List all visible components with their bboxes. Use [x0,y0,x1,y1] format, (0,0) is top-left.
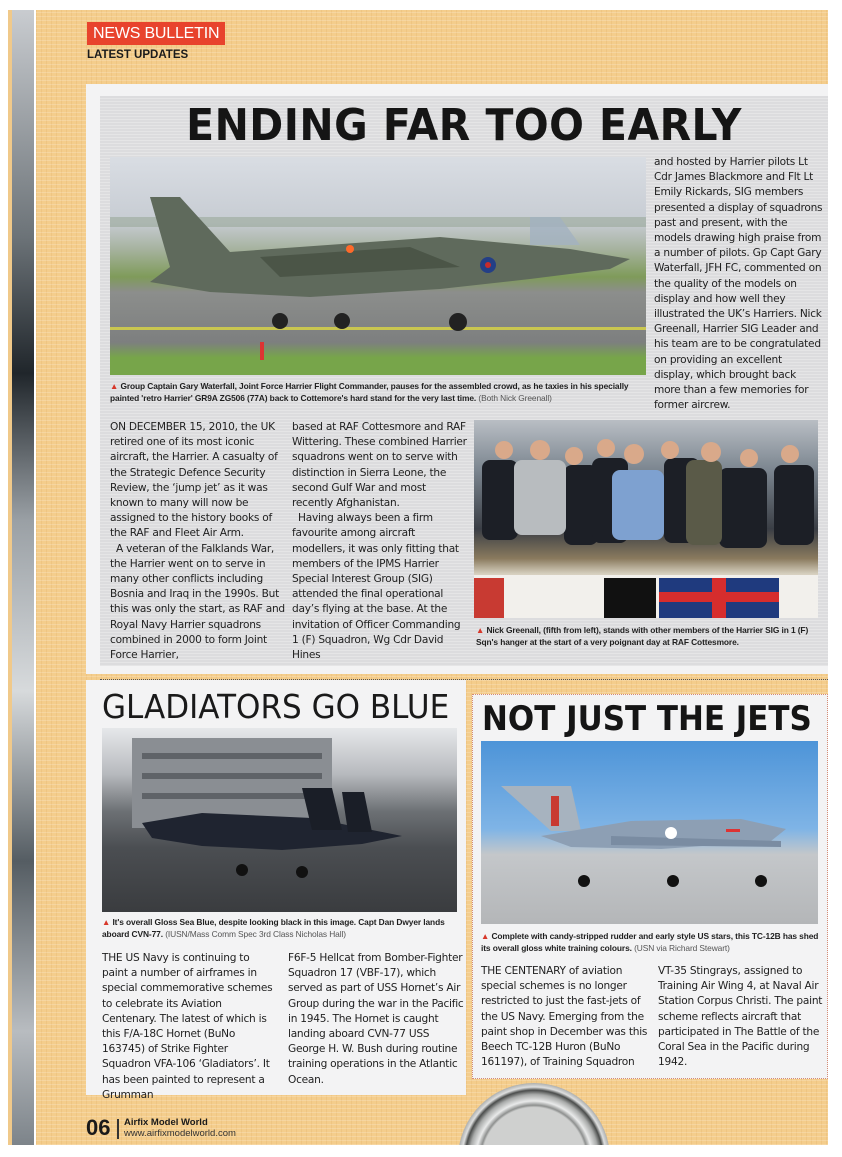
hornet-carrier-photo [102,728,457,912]
story3-column-2: VT-35 Stingrays, assigned to Training Air Wing 4, at Naval Air Station Corpus Christi. The paint scheme reflects aircraft that participated in The Battle of the Coral Sea in the Pacific during 1942. [658,965,823,1069]
caption-triangle-icon: ▲ [102,917,111,927]
footer-divider [117,1119,119,1139]
caption-triangle-icon: ▲ [110,381,119,391]
harrier-photo-caption: ▲ Group Captain Gary Waterfall, Joint Force Harrier Flight Commander, pauses for the assembled crowd, as he taxies in his specially painted 'retro Harrier' GR9A ZG506 (77A) back to Cottemore's hard stand for the very last time. (Both Nick Greenall) [110,381,629,403]
huron-aircraft-icon [481,741,818,924]
hornet-photo-caption: ▲ It's overall Gloss Sea Blue, despite looking black in this image. Capt Dan Dwyer lands aboard CVN-77. (IUSN/Mass Comm Spec 3rd Class Nicholas Hall) [102,917,445,939]
story2-column-2: F6F-5 Hellcat from Bomber-Fighter Squadron 17 (VBF-17), which served as part of USS Hornet’s Air Group during the war in the Pacific in 1945. The Hornet is caught landing aboard CVN-77 USS George H. W. Bush during routine training operations in the Atlantic Ocean. [288,952,464,1086]
huron-photo-caption: ▲ Complete with candy-stripped rudder and early style US stars, this TC-12B has shed its overall gloss white training colours. (USN via Richard Stewart) [481,931,819,953]
headline-ending-far-too-early: ENDING FAR TOO EARLY [186,100,742,151]
photo-credit: (Both Nick Greenall) [478,393,552,403]
story3-column-1: THE CENTENARY of aviation special schemes is no longer restricted to just the fast-jets of the US Navy. Emerging from the paint shop in December was this Beech TC-12B Huron (BuNo 161197), of Training Squadron [481,965,648,1069]
headline-gladiators-go-blue: GLADIATORS GO BLUE [102,687,450,726]
huron-aircraft-photo [481,741,818,924]
section-badge: NEWS BULLETIN [87,22,225,45]
story1-column-2: based at RAF Cottesmore and RAF Wittering. These combined Harrier squadrons went on to serve with distinction in Sierra Leone, the second Gulf War and most recently Afghanistan. Having always been a firm favourite among aircraft modellers, it was only fitting that members of the IPMS Harrier Special Interest Group (SIG) attended the final operational day’s flying at the base. At the invitation of Officer Commanding 1 (F) Squadron, Wg Cdr David Hines [292,421,467,662]
page-bottom-margin [440,1145,640,1157]
magazine-title: Airfix Model World [124,1117,208,1128]
story1-column-3: and hosted by Harrier pilots Lt Cdr James Blackmore and Flt Lt Emily Rickards, SIG members presented a display of squadrons past and present, with the models drawing high praise from a number of pilots. Gp Capt Gary Waterfall, JFH FC, commented on the quality of the models on display and how well they illustrated the UK’s Harriers. Nick Greenall, Harrier SIG Leader and his team are to be congratulated on providing an excellent display, which brought back more than a few memories for former aircrew. [654,156,823,412]
photo-credit: (USN via Richard Stewart) [634,943,730,953]
facing-page-strip [12,10,34,1145]
group-people-icon [474,420,818,618]
magazine-url[interactable]: www.airfixmodelworld.com [124,1128,236,1139]
harrier-sig-group-photo [474,420,818,618]
photo-credit: (IUSN/Mass Comm Spec 3rd Class Nicholas Hall) [165,929,346,939]
sig-photo-caption: ▲ Nick Greenall, (fifth from left), stands with other members of the Harrier SIG in 1 (F) Sqn's hanger at the start of a very poignant day at RAF Cottesmore. [476,625,809,647]
story1-column-1: ON DECEMBER 15, 2010, the UK retired one of its most iconic aircraft, the Harrier. A casualty of the Strategic Defence Security Review, the ‘jump jet’ as it was known to many will now be assigned to the history books of the RAF and Fleet Air Arm. A veteran of the Falklands War, the Harrier went on to serve in many other conflicts including Bosnia and Iraq in the 1990s. But this was only the start, as RAF and Royal Navy Harrier squadrons combined in 2000 to form Joint Force Harrier, [110,421,285,662]
story2-column-1: THE US Navy is continuing to paint a number of airframes in special commemorative schemes to celebrate its Aviation Centenary. The latest of which is this F/A-18C Hornet (BuNo 163745) of Strike Fighter Squadron VFA-106 ‘Gladiators’. It has been painted to represent a Grumman [102,952,273,1101]
caption-triangle-icon: ▲ [481,931,490,941]
subsection-label: LATEST UPDATES [87,49,189,61]
caption-triangle-icon: ▲ [476,625,485,635]
page-number: 06 [86,1115,111,1140]
harrier-photo [110,157,646,375]
headline-not-just-the-jets: NOT JUST THE JETS [482,699,812,739]
harrier-jet-icon [110,157,646,375]
hornet-jet-icon [102,728,457,912]
